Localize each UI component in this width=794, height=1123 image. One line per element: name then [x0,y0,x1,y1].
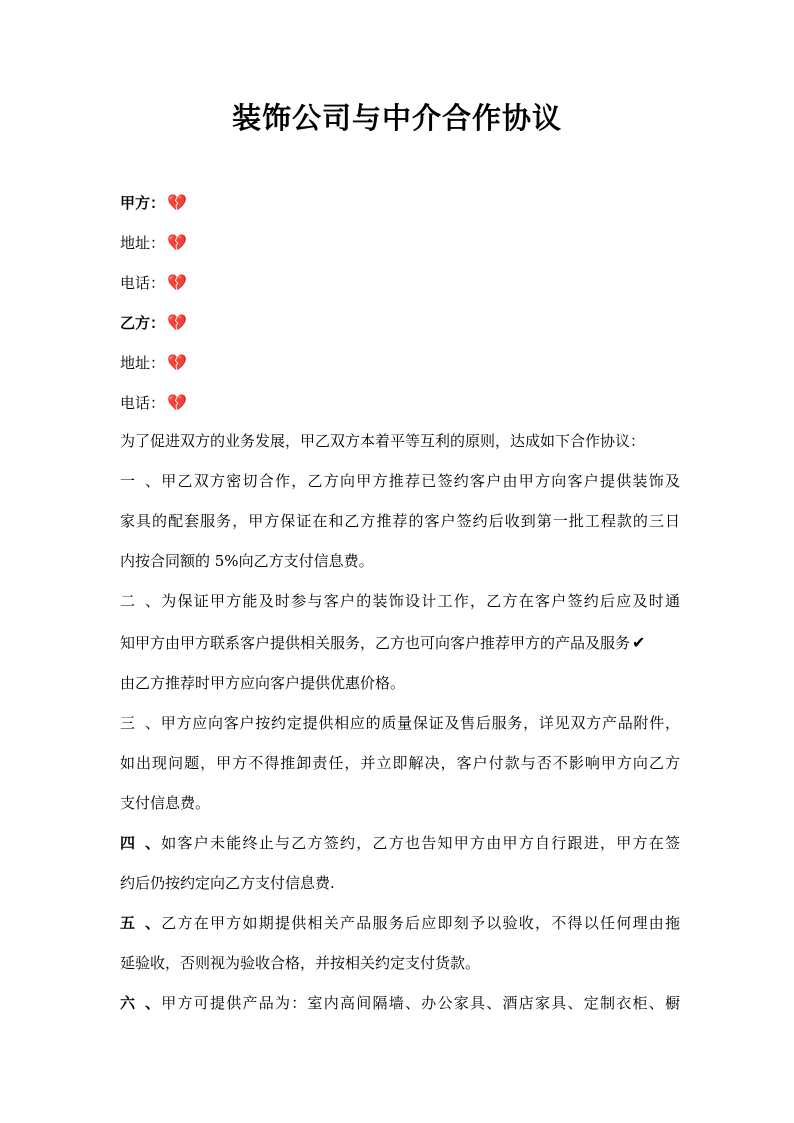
clause-3-number: 三、 [120,714,160,732]
party-b-phone-line [120,393,680,413]
clause-2-line-3: 由乙方推荐时甲方应向客户提供优惠价格。 [120,674,406,692]
party-b-phone-label: 电话： [120,394,166,412]
party-b-label: 乙方： [120,314,166,332]
clause-2-number: 二、 [120,592,160,610]
clause-6-text-1: 甲方可提供产品为：室内高间隔墙、办公家具、酒店家具、定制衣柜、橱 [160,994,680,1012]
party-a-address-label: 地址： [120,234,166,252]
broken-heart-icon: 💔 [167,393,187,412]
clause-4-number: 四、 [120,834,160,852]
document-title: 装饰公司与中介合作协议 [231,101,562,135]
clause-5-text-1: 乙方在甲方如期提供相关产品服务后应即刻予以验收，不得以任何理由拖 [160,914,680,932]
clause-6-line-1 [120,993,680,1013]
party-a-line [120,193,680,213]
clause-2-line-2 [120,633,680,653]
party-a-phone-label: 电话： [120,274,166,292]
clause-3-line-2: 如出现问题，甲方不得推卸责任，并立即解决，客户付款与否不影响甲方向乙方 [120,754,680,772]
clause-3-line-3: 支付信息费。 [120,794,211,812]
check-icon: ✔ [632,633,646,652]
broken-heart-icon: 💔 [167,233,187,252]
party-a-label: 甲方： [120,194,166,212]
broken-heart-icon: 💔 [167,313,187,332]
clause-5-line-1 [120,913,680,933]
clause-2-text-2: 知甲方由甲方联系客户提供相关服务，乙方也可向客户推荐甲方的产品及服务 [120,634,631,652]
clause-1-number: 一、 [120,472,160,490]
broken-heart-icon: 💔 [167,353,187,372]
clause-5-number: 五、 [120,914,160,932]
clause-3-line-1 [120,713,680,733]
clause-2-text-1: 为保证甲方能及时参与客户的装饰设计工作，乙方在客户签约后应及时通 [160,592,680,610]
clause-3-text-1: 甲方应向客户按约定提供相应的质量保证及售后服务，详见双方产品附件， [160,714,680,732]
clause-5-line-2: 延验收，否则视为验收合格，并按相关约定支付货款。 [120,954,481,972]
clause-4-line-1 [120,833,680,853]
clause-1-line-1 [120,471,680,491]
clause-4-line-2: 约后仍按约定向乙方支付信息费. [120,874,335,892]
clause-1-text-1: 甲乙双方密切合作，乙方向甲方推荐已签约客户由甲方向客户提供装饰及 [160,472,680,490]
clause-4-text-1: 如客户未能终止与乙方签约，乙方也告知甲方由甲方自行跟进，甲方在签 [160,834,680,852]
broken-heart-icon: 💔 [167,273,187,292]
intro-paragraph: 为了促进双方的业务发展，甲乙双方本着平等互利的原则，达成如下合作协议： [120,432,646,450]
broken-heart-icon: 💔 [167,193,187,212]
clause-6-number: 六、 [120,994,160,1012]
clause-1-line-2: 家具的配套服务，甲方保证在和乙方推荐的客户签约后收到第一批工程款的三日 [120,512,680,530]
clause-2-line-1 [120,591,680,611]
party-a-address-line [120,233,680,253]
party-b-address-label: 地址： [120,354,166,372]
party-b-address-line [120,353,680,373]
clause-1-line-3: 内按合同额的 5%向乙方支付信息费。 [120,552,374,570]
party-b-line [120,313,680,333]
party-a-phone-line [120,273,680,293]
